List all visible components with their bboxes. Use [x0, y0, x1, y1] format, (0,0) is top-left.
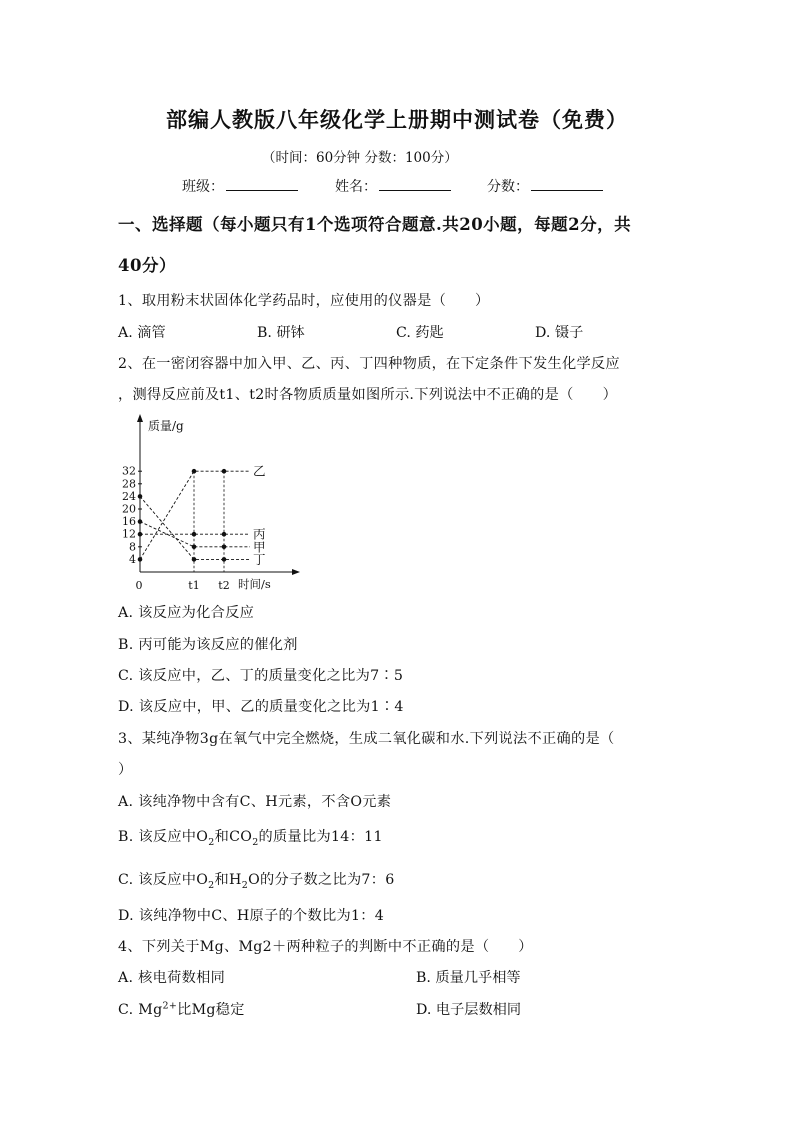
data-point-丁: [138, 494, 143, 499]
score-label: 分数：: [487, 179, 529, 195]
q2-option-d: D. 该反应中，甲、乙的质量变化之比为1∶4: [118, 699, 404, 715]
exam-time-score: （时间：60分钟 分数：100分）: [262, 150, 458, 166]
q3-option-a: A. 该纯净物中含有C、H元素，不含O元素: [118, 794, 392, 810]
q2-stem-line2: ，测得反应前及t1、t2时各物质质量如图所示.下列说法中不正确的是（ ）: [118, 387, 618, 403]
series-label-丙: 丙: [253, 526, 266, 542]
class-label: 班级：: [182, 179, 224, 195]
x-tick-label: t2: [218, 579, 230, 592]
y-tick-label: 32: [122, 464, 136, 478]
data-point-丙: [138, 532, 143, 537]
q3-stem-line1: 3、某纯净物3g在氧气中完全燃烧，生成二氧化碳和水.下列说法不正确的是（: [118, 731, 615, 747]
data-point-乙: [192, 469, 197, 474]
y-tick-label: 12: [122, 527, 136, 541]
q2-option-a: A. 该反应为化合反应: [118, 605, 255, 621]
data-point-乙: [138, 557, 143, 562]
y-tick-label: 4: [129, 552, 136, 566]
y-tick-label: 24: [122, 489, 136, 503]
series-line-丁: [140, 496, 250, 559]
series-label-乙: 乙: [253, 463, 266, 479]
q4-option-c: C. $Mg^{2+}$比Mg稳定: [118, 1000, 245, 1018]
q3-option-c: C. 该反应中$O_2$和$H_2O$的分子数之比为7：6: [118, 872, 395, 891]
q1-option-c: C. 药匙: [396, 325, 444, 341]
data-point-丁: [192, 557, 197, 562]
q1-option-a: A. 滴管: [118, 325, 166, 341]
series-label-丁: 丁: [253, 551, 266, 567]
data-point-乙: [222, 469, 227, 474]
q1-option-b: B. 研钵: [257, 325, 305, 341]
y-tick-label: 20: [122, 502, 136, 516]
y-axis-arrow: [137, 414, 143, 422]
data-point-甲: [192, 545, 197, 550]
x-axis-arrow: [292, 569, 300, 575]
q2-stem-line1: 2、在一密闭容器中加入甲、乙、丙、丁四种物质，在下定条件下发生化学反应: [118, 356, 620, 372]
data-point-丙: [192, 532, 197, 537]
q4-option-d: D. 电子层数相同: [416, 1002, 522, 1018]
q3-stem-line2: ）: [118, 762, 133, 778]
y-tick-label: 28: [122, 477, 136, 491]
q3-option-d: D. 该纯净物中C、H原子的个数比为1：4: [118, 908, 385, 924]
q4-option-b: B. 质量几乎相等: [416, 970, 521, 986]
x-axis-label: 时间/s: [238, 577, 271, 591]
mass-time-chart: [118, 410, 308, 595]
q4-option-a: A. 核电荷数相同: [118, 970, 226, 986]
data-point-丙: [222, 532, 227, 537]
q2-option-c: C. 该反应中，乙、丁的质量变化之比为7∶5: [118, 668, 404, 684]
data-point-甲: [222, 545, 227, 550]
name-blank[interactable]: [379, 176, 451, 191]
class-field: [182, 176, 298, 196]
y-axis-label: 质量/g: [148, 419, 184, 433]
section-heading-cont: 40分）: [118, 256, 176, 275]
score-field: [487, 176, 603, 196]
name-field: [335, 176, 451, 196]
q2-option-b: B. 丙可能为该反应的催化剂: [118, 637, 298, 653]
page-title: 部编人教版八年级化学上册期中测试卷（免费）: [166, 107, 628, 132]
class-blank[interactable]: [226, 176, 298, 191]
origin-label: 0: [135, 579, 143, 592]
section-heading: 一、选择题（每小题只有1个选项符合题意.共20小题，每题2分，共: [118, 215, 632, 234]
y-tick-label: 16: [122, 515, 136, 529]
score-blank[interactable]: [531, 176, 603, 191]
name-label: 姓名：: [335, 179, 377, 195]
q3-option-b: B. 该反应中$O_2$和$CO_2$的质量比为14：11: [118, 829, 383, 848]
series-label-甲: 甲: [253, 539, 266, 555]
data-point-甲: [138, 519, 143, 524]
q1-stem: 1、取用粉末状固体化学药品时，应使用的仪器是（ ）: [118, 293, 490, 309]
data-point-丁: [222, 557, 227, 562]
y-tick-label: 8: [129, 540, 136, 554]
q1-option-d: D. 镊子: [535, 325, 584, 341]
q4-stem: 4、下列关于Mg、Mg2＋两种粒子的判断中不正确的是（ ）: [118, 939, 533, 955]
x-tick-label: t1: [188, 579, 200, 592]
